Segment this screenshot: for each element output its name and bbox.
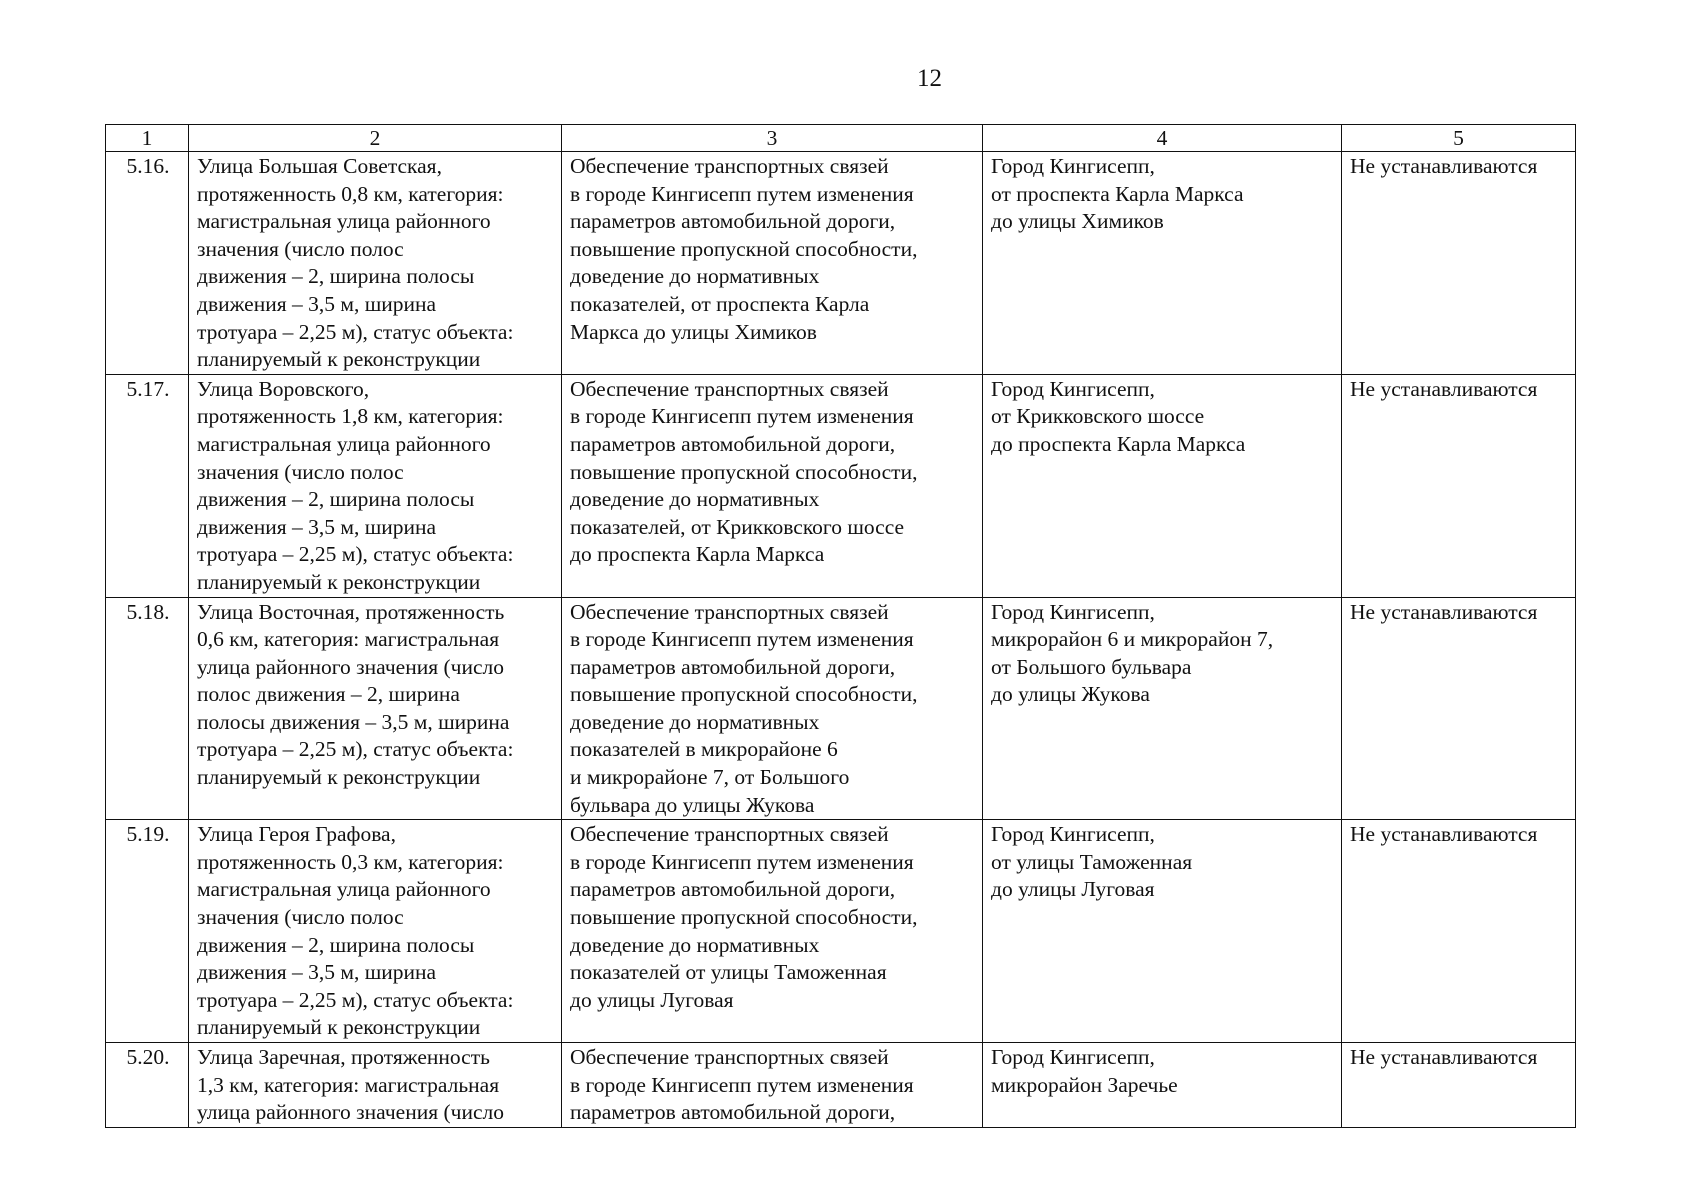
table-header-row [106,125,1576,152]
cell-text-line: Улица Героя Графова, [197,822,396,847]
row-number: 5.20. [106,1043,189,1128]
cell-text-line: движения – 3,5 м, ширина [197,291,437,316]
object-description-cell [189,374,562,597]
object-description-cell [189,1043,562,1128]
object-description-cell [189,152,562,375]
table-row [106,820,1576,1043]
cell-text-line: Город Кингисепп, [991,822,1155,847]
table-row [106,152,1576,375]
cell-text-line: параметров автомобильной дороги, [570,877,896,902]
cell-text-line: повышение пропускной способности, [570,905,918,930]
cell-text-line: микрорайон 6 и микрорайон 7, [991,627,1274,652]
cell-text-line: 1,3 км, категория: магистральная [197,1072,500,1097]
purpose-cell [562,152,983,375]
cell-text-line: движения – 2, ширина полосы [197,487,475,512]
header-col-5: 5 [1342,125,1576,152]
cell-text-line: Обеспечение транспортных связей [570,376,889,401]
cell-text-line: протяженность 1,8 км, категория: [197,404,504,429]
cell-text-line: тротуара – 2,25 м), статус объекта: [197,737,514,762]
cell-text-line: показателей, от Крикковского шоссе [570,514,905,539]
cell-text-line: значения (число полос [197,905,404,930]
cell-text-line: планируемый к реконструкции [197,1015,481,1040]
row-number: 5.17. [106,374,189,597]
location-cell [983,820,1342,1043]
cell-text-line: от Крикковского шоссе [991,404,1205,429]
cell-text-line: до улицы Жукова [991,682,1150,707]
cell-text-line: показателей, от проспекта Карла [570,291,870,316]
object-description-cell [189,597,562,820]
cell-text-line: от проспекта Карла Маркса [991,181,1244,206]
zone-cell: Не устанавливаются [1342,1043,1576,1128]
cell-text-line: в городе Кингисепп путем изменения [570,404,914,429]
cell-text-line: до проспекта Карла Маркса [991,431,1246,456]
cell-text-line: Обеспечение транспортных связей [570,599,889,624]
zone-cell: Не устанавливаются [1342,820,1576,1043]
cell-text-line: бульвара до улицы Жукова [570,792,815,817]
cell-text-line: доведение до нормативных [570,932,820,957]
cell-text-line: Город Кингисепп, [991,376,1155,401]
location-cell [983,1043,1342,1128]
cell-text-line: доведение до нормативных [570,709,820,734]
cell-text-line: Город Кингисепп, [991,1045,1155,1069]
cell-text-line: в городе Кингисепп путем изменения [570,627,914,652]
row-number: 5.16. [106,152,189,375]
cell-text-line: протяженность 0,3 км, категория: [197,849,504,874]
cell-text-line: до улицы Химиков [991,209,1164,234]
cell-text-line: в городе Кингисепп путем изменения [570,181,914,206]
table-row [106,1043,1576,1128]
cell-text-line: Маркса до улицы Химиков [570,319,817,344]
cell-text-line: повышение пропускной способности, [570,459,918,484]
cell-text-line: улица районного значения (число [197,654,504,679]
cell-text-line: показателей от улицы Таможенная [570,960,887,985]
row-number: 5.18. [106,597,189,820]
object-description-cell [189,820,562,1043]
cell-text-line: магистральная улица районного [197,209,491,234]
header-col-2: 2 [189,125,562,152]
cell-text-line: до улицы Луговая [991,877,1155,902]
cell-text-line: Город Кингисепп, [991,599,1155,624]
cell-text-line: повышение пропускной способности, [570,682,918,707]
table-row [106,374,1576,597]
cell-text-line: в городе Кингисепп путем изменения [570,849,914,874]
location-cell [983,374,1342,597]
cell-text-line: планируемый к реконструкции [197,569,481,594]
cell-text-line: в городе Кингисепп путем изменения [570,1072,914,1097]
cell-text-line: Улица Заречная, протяженность [197,1045,490,1069]
table-body [106,152,1576,1128]
zone-cell: Не устанавливаются [1342,374,1576,597]
cell-text-line: тротуара – 2,25 м), статус объекта: [197,987,514,1012]
location-cell [983,152,1342,375]
cell-text-line: параметров автомобильной дороги, [570,209,896,234]
cell-text-line: полосы движения – 3,5 м, ширина [197,709,510,734]
cell-text-line: повышение пропускной способности, [570,236,918,261]
cell-text-line: значения (число полос [197,459,404,484]
cell-text-line: Город Кингисепп, [991,154,1155,178]
cell-text-line: от Большого бульвара [991,654,1192,679]
cell-text-line: движения – 2, ширина полосы [197,932,475,957]
purpose-cell [562,597,983,820]
purpose-cell [562,820,983,1043]
purpose-cell [562,1043,983,1128]
cell-text-line: Обеспечение транспортных связей [570,1045,889,1069]
cell-text-line: и микрорайоне 7, от Большого [570,765,850,790]
cell-text-line: полос движения – 2, ширина [197,682,460,707]
cell-text-line: магистральная улица районного [197,431,491,456]
cell-text-line: движения – 2, ширина полосы [197,264,475,289]
header-col-3: 3 [562,125,983,152]
cell-text-line: планируемый к реконструкции [197,765,481,790]
cell-text-line: протяженность 0,8 км, категория: [197,181,504,206]
cell-text-line: от улицы Таможенная [991,849,1193,874]
cell-text-line: доведение до нормативных [570,487,820,512]
cell-text-line: параметров автомобильной дороги, [570,1100,896,1125]
cell-text-line: движения – 3,5 м, ширина [197,960,437,985]
cell-text-line: магистральная улица районного [197,877,491,902]
purpose-cell [562,374,983,597]
cell-text-line: 0,6 км, категория: магистральная [197,627,500,652]
cell-text-line: тротуара – 2,25 м), статус объекта: [197,542,514,567]
cell-text-line: движения – 3,5 м, ширина [197,514,437,539]
zone-cell: Не устанавливаются [1342,152,1576,375]
cell-text-line: Обеспечение транспортных связей [570,154,889,178]
row-number: 5.19. [106,820,189,1043]
page-number: 12 [917,65,942,92]
cell-text-line: Обеспечение транспортных связей [570,822,889,847]
cell-text-line: Улица Восточная, протяженность [197,599,505,624]
cell-text-line: параметров автомобильной дороги, [570,431,896,456]
table-row [106,597,1576,820]
header-col-1: 1 [106,125,189,152]
cell-text-line: планируемый к реконструкции [197,347,481,372]
zone-cell: Не устанавливаются [1342,597,1576,820]
location-cell [983,597,1342,820]
cell-text-line: до проспекта Карла Маркса [570,542,825,567]
cell-text-line: улица районного значения (число [197,1100,504,1125]
cell-text-line: доведение до нормативных [570,264,820,289]
cell-text-line: до улицы Луговая [570,987,734,1012]
cell-text-line: значения (число полос [197,236,404,261]
cell-text-line: тротуара – 2,25 м), статус объекта: [197,319,514,344]
document-table [105,124,1576,1128]
cell-text-line: показателей в микрорайоне 6 [570,737,838,762]
cell-text-line: Улица Воровского, [197,376,370,401]
cell-text-line: Улица Большая Советская, [197,154,442,178]
header-col-4: 4 [983,125,1342,152]
cell-text-line: микрорайон Заречье [991,1072,1178,1097]
cell-text-line: параметров автомобильной дороги, [570,654,896,679]
